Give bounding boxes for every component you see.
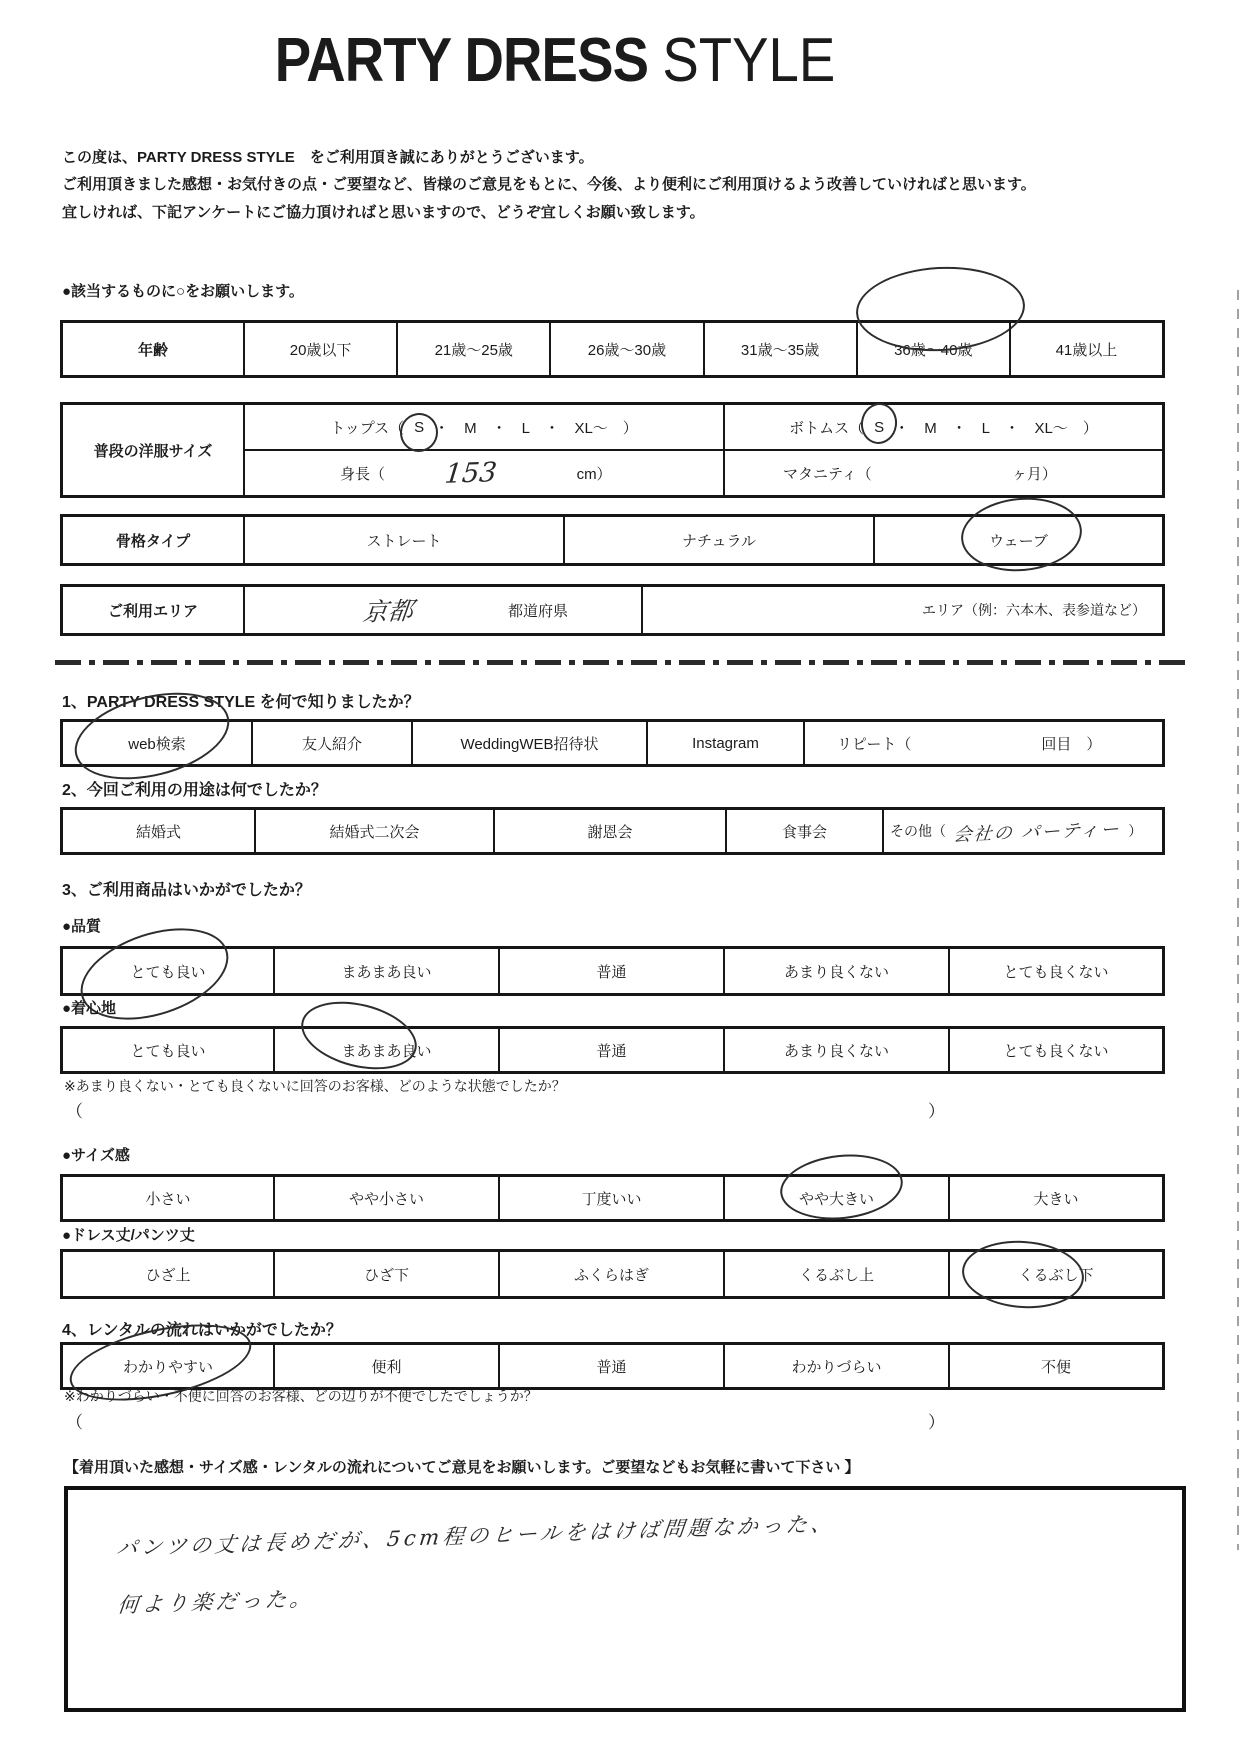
usage-area-table <box>60 584 1165 636</box>
q1-repeat-prefix: リピート（ <box>837 735 912 753</box>
page-title-bold: PARTY DRESS <box>274 26 649 95</box>
q2-option: 結婚式二次会 <box>254 810 493 852</box>
q4-title: 4、レンタルの流れはいかがでしたか？ <box>62 1322 342 1339</box>
page-title-light: STYLE <box>662 26 836 95</box>
comment-header: 【着用頂いた感想・サイズ感・レンタルの流れについてご意見をお願いします。ご要望などもお気軽に書いて下さい 】 <box>64 1459 860 1476</box>
q4-table <box>60 1342 1165 1390</box>
size-table-body <box>243 405 1162 495</box>
dashed-separator <box>55 660 1187 665</box>
quality-option: まあまあ良い <box>273 949 498 993</box>
maternity-cell <box>723 451 1162 495</box>
length-option: くるぶし下 <box>948 1252 1162 1296</box>
height-handwritten-value: 153 <box>443 456 499 490</box>
comment-handwritten-line: パンツの丈は長めだが、5cm程のヒールをはけば問題なかった、 <box>115 1511 837 1561</box>
size-row-bottom <box>245 449 1162 495</box>
intro-text <box>62 144 1062 226</box>
q1-repeat-suffix: 回目 ） <box>1041 735 1102 753</box>
q2-other-suffix: ） <box>1128 823 1143 839</box>
q4-option: わかりづらい <box>723 1345 948 1387</box>
prefecture-cell <box>243 587 641 633</box>
height-label: 身長（ <box>340 465 386 483</box>
fit-option: 小さい <box>145 1190 191 1208</box>
q3-note-paren-close: ） <box>928 1102 945 1121</box>
tops-size-cell <box>245 405 723 449</box>
q2-option: 食事会 <box>725 810 882 852</box>
q2-table <box>60 807 1165 855</box>
height-unit: cm） <box>576 465 612 483</box>
length-option: ひざ下 <box>273 1252 498 1296</box>
length-option: ふくらはぎ <box>498 1252 723 1296</box>
fit-label: ●サイズ感 <box>62 1147 130 1164</box>
skeleton-option: ウェーブ <box>873 517 1162 563</box>
size-table <box>60 402 1165 498</box>
q1-option: WeddingWEB招待状 <box>411 722 646 764</box>
comment-handwritten-line: 何より楽だった。 <box>116 1586 316 1618</box>
q4-option: わかりやすい <box>63 1345 273 1387</box>
area-hint-cell: エリア（例：六本木、表参道など） <box>641 587 1162 633</box>
bottoms-size-prefix: ボトムス（ <box>789 419 865 437</box>
fit-option: やや小さい <box>273 1177 498 1219</box>
size-row-top <box>245 405 1162 449</box>
age-option: 20歳以下 <box>243 323 396 375</box>
intro-line: ご利用頂きました感想・お気付きの点・ご要望など、皆様のご意見をもとに、今後、より便利にご利用頂けるよう改善していければと思います。 <box>62 176 1036 194</box>
q3-bad-note: ※あまり良くない・とても良くないに回答のお客様、どのような状態でしたか？ <box>64 1078 566 1094</box>
q1-title: 1、PARTY DRESS STYLE を何で知りましたか？ <box>62 694 420 711</box>
tops-size-prefix: トップス（ <box>330 419 405 437</box>
comfort-option: とても良い <box>130 1042 206 1060</box>
maternity-unit: ヶ月） <box>1011 465 1057 483</box>
comment-box <box>64 1486 1186 1712</box>
quality-option: とても良くない <box>948 949 1162 993</box>
bottoms-size-selected: S <box>870 419 888 436</box>
age-table <box>60 320 1165 378</box>
quality-label: ●品質 <box>62 918 102 935</box>
size-label: 普段の洋服サイズ <box>93 442 213 460</box>
intro-line: この度は、PARTY DRESS STYLE をご利用頂き誠にありがとうございます。 <box>62 149 594 166</box>
q2-other-cell <box>882 810 1162 852</box>
fit-option: 大きい <box>948 1177 1162 1219</box>
length-label: ●ドレス丈/パンツ丈 <box>62 1227 195 1244</box>
q4-option: 便利 <box>273 1345 498 1387</box>
height-cell <box>245 451 723 495</box>
comfort-option: まあまあ良い <box>273 1029 498 1071</box>
age-option: 21歳〜25歳 <box>396 323 549 375</box>
q4-option: 普通 <box>498 1345 723 1387</box>
fit-option: 丁度いい <box>498 1177 723 1219</box>
age-option: 36歳〜40歳 <box>856 323 1009 375</box>
q4-note-paren-close: ） <box>928 1413 945 1432</box>
age-option: 41歳以上 <box>1009 323 1162 375</box>
scan-artifact-line <box>1237 290 1239 1550</box>
comfort-option: あまり良くない <box>723 1029 948 1071</box>
q3-note-paren-open: （ <box>66 1102 83 1121</box>
fit-table <box>60 1174 1165 1222</box>
q1-option: web検索 <box>63 722 251 764</box>
comfort-table <box>60 1026 1165 1074</box>
bottoms-size-cell <box>723 405 1162 449</box>
comfort-label: ●着心地 <box>62 1000 117 1017</box>
intro-line: 宜しければ、下記アンケートにご協力頂ければと思いますので、どうぞ宜しくお願い致します。 <box>62 203 705 221</box>
quality-option: あまり良くない <box>723 949 948 993</box>
q1-table <box>60 719 1165 767</box>
q4-bad-note: ※わかりづらい・不便に回答のお客様、どの辺りが不便でしたでしょうか？ <box>64 1388 538 1404</box>
comfort-option: 普通 <box>498 1029 723 1071</box>
q1-repeat-cell <box>803 722 1162 764</box>
quality-option: とても良い <box>63 949 273 993</box>
circle-instruction: ●該当するものに○をお願いします。 <box>62 283 304 300</box>
q2-option: 結婚式 <box>135 823 181 841</box>
bottoms-size-rest: ・ M ・ L ・ XL〜 ） <box>894 419 1098 437</box>
prefecture-handwritten-value: 京都 <box>361 596 415 627</box>
page-title <box>67 26 1044 96</box>
length-option: くるぶし上 <box>723 1252 948 1296</box>
q2-other-handwritten-value: 会社の パーティー <box>952 819 1122 846</box>
q2-option: 謝恩会 <box>493 810 725 852</box>
length-option: ひざ上 <box>145 1266 191 1284</box>
q3-title: 3、ご利用商品はいかがでしたか？ <box>62 882 311 899</box>
area-label: ご利用エリア <box>107 602 198 620</box>
q2-title: 2、今回ご利用の用途は何でしたか？ <box>62 782 327 799</box>
tops-size-rest: ・ M ・ L ・ XL〜 ） <box>434 419 638 437</box>
q4-note-paren-open: （ <box>66 1413 83 1432</box>
q4-option: 不便 <box>948 1345 1162 1387</box>
q1-option: Instagram <box>646 722 803 764</box>
skeleton-label: 骨格タイプ <box>115 532 191 550</box>
age-option: 26歳〜30歳 <box>549 323 702 375</box>
prefecture-suffix: 都道府県 <box>508 602 569 620</box>
age-label: 年齢 <box>137 341 168 359</box>
maternity-label: マタニティ（ <box>783 465 872 483</box>
comfort-option: とても良くない <box>948 1029 1162 1071</box>
tops-size-selected: S <box>410 419 428 436</box>
quality-option: 普通 <box>498 949 723 993</box>
age-option: 31歳〜35歳 <box>703 323 856 375</box>
quality-table <box>60 946 1165 996</box>
q1-option: 友人紹介 <box>251 722 411 764</box>
skeleton-option: ナチュラル <box>563 517 873 563</box>
skeleton-option: ストレート <box>243 517 563 563</box>
q2-other-prefix: その他（ <box>890 823 946 839</box>
fit-option: やや大きい <box>723 1177 948 1219</box>
length-table <box>60 1249 1165 1299</box>
skeleton-type-table <box>60 514 1165 566</box>
